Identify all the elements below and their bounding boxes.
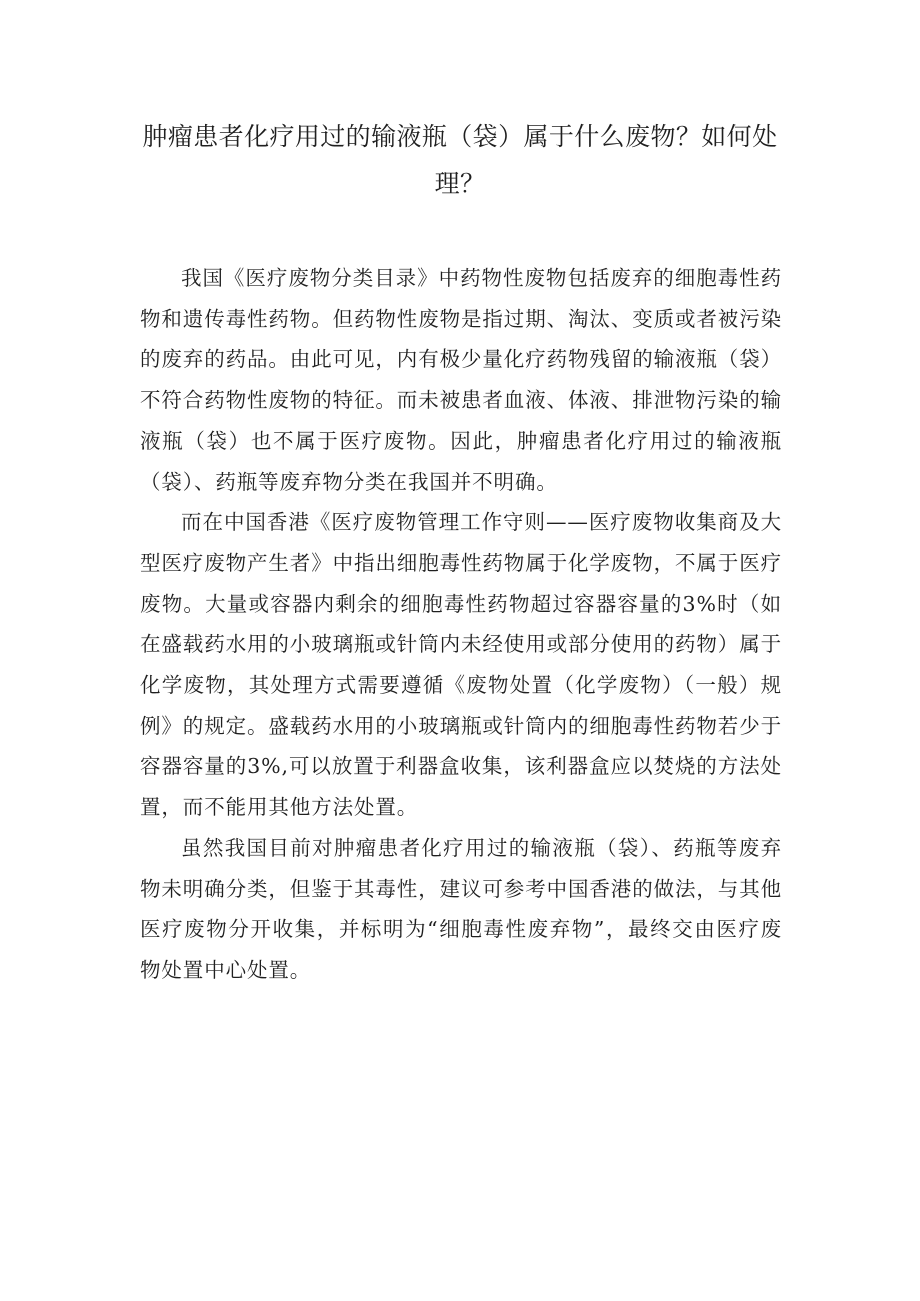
- paragraph-hong-kong-code: 而在中国香港《医疗废物管理工作守则——医疗废物收集商及大型医疗废物产生者》中指出细胞毒性药物属于化学废物，不属于医疗废物。大量或容器内剩余的细胞毒性药物超过容器容量的3%时（如在盛载药水用的小玻璃瓶或针筒内未经使用或部分使用的药物）属于化学废物，其处理方式需要遵循《废物处置（化学废物）（一般）规例》的规定。盛载药水用的小玻璃瓶或针筒内的细胞毒性药物若少于容器容量的3%,可以放置于利器盒收集，该利器盒应以焚烧的方法处置，而不能用其他方法处置。: [140, 510, 782, 820]
- paragraph-medical-waste-catalog: 我国《医疗废物分类目录》中药物性废物包括废弃的细胞毒性药物和遗传毒性药物。但药物性废物是指过期、淘汰、变质或者被污染的废弃的药品。由此可见，内有极少量化疗药物残留的输液瓶（袋）不符合药物性废物的特征。而未被患者血液、体液、排泄物污染的输液瓶（袋）也不属于医疗废物。因此，肿瘤患者化疗用过的输液瓶（袋）、药瓶等废弃物分类在我国并不明确。: [140, 266, 782, 494]
- document-body: [140, 258, 782, 991]
- document-title: 肿瘤患者化疗用过的输液瓶（袋）属于什么废物？如何处理？: [142, 122, 778, 198]
- paragraph-recommendation: 虽然我国目前对肿瘤患者化疗用过的输液瓶（袋）、药瓶等废弃物未明确分类，但鉴于其毒性，建议可参考中国香港的做法，与其他医疗废物分开收集，并标明为“细胞毒性废弃物”，最终交由医疗废物处置中心处置。: [140, 835, 782, 982]
